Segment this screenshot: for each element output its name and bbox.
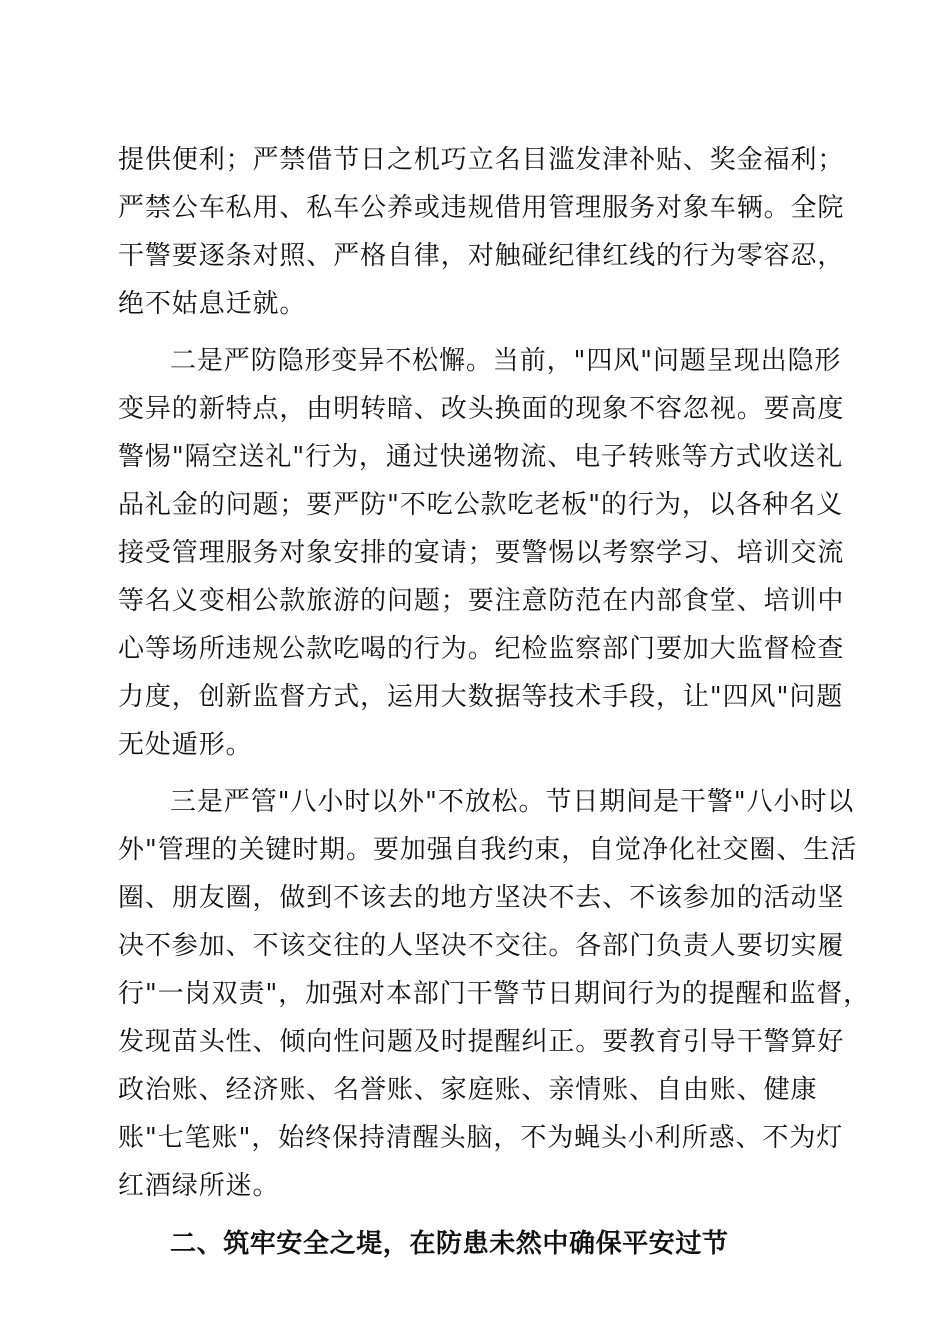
text-line: 品礼金的问题；要严防"不吃公款吃老板"的行为，以各种名义 — [118, 490, 844, 520]
text-line: 接受管理服务对象安排的宴请；要警惕以考察学习、培训交流 — [118, 538, 845, 568]
text-line: 无处遁形。 — [118, 730, 253, 760]
text-line: 发现苗头性、倾向性问题及时提醒纠正。要教育引导干警算好 — [118, 1027, 845, 1057]
text-line: 提供便利；严禁借节日之机巧立名目滥发津补贴、奖金福利； — [118, 145, 845, 175]
text-line: 红酒绿所迷。 — [118, 1171, 280, 1201]
text-line: 心等场所违规公款吃喝的行为。纪检监察部门要加大监督检查 — [118, 634, 845, 664]
text-line: 干警要逐条对照、严格自律，对触碰纪律红线的行为零容忍， — [118, 241, 845, 271]
text-line: 账"七笔账"，始终保持清醒头脑，不为蝇头小利所惑、不为灯 — [118, 1123, 844, 1153]
text-line: 行"一岗双责"，加强对本部门干警节日期间行为的提醒和监督， — [118, 979, 871, 1009]
text-line: 变异的新特点，由明转暗、改头换面的现象不容忽视。要高度 — [118, 394, 845, 424]
section-heading: 二、筑牢安全之堤，在防患未然中确保平安过节 — [170, 1229, 729, 1259]
text-line: 绝不姑息迁就。 — [118, 289, 307, 319]
text-line: 政治账、经济账、名誉账、家庭账、亲情账、自由账、健康 — [118, 1075, 818, 1105]
text-line: 等名义变相公款旅游的问题；要注意防范在内部食堂、培训中 — [118, 586, 845, 616]
paragraph-2-first-line: 二是严防隐形变异不松懈。当前，"四风"问题呈现出隐形 — [170, 346, 842, 376]
text-line: 圈、朋友圈，做到不该去的地方坚决不去、不该参加的活动坚 — [118, 883, 845, 913]
text-line: 决不参加、不该交往的人坚决不交往。各部门负责人要切实履 — [118, 931, 845, 961]
text-line: 力度，创新监督方式，运用大数据等技术手段，让"四风"问题 — [118, 682, 844, 712]
paragraph-3-first-line: 三是严管"八小时以外"不放松。节日期间是干警"八小时以 — [170, 787, 855, 817]
text-line: 警惕"隔空送礼"行为，通过快递物流、电子转账等方式收送礼 — [118, 442, 844, 472]
text-line: 严禁公车私用、私车公养或违规借用管理服务对象车辆。全院 — [118, 193, 845, 223]
text-line: 外"管理的关键时期。要加强自我约束，自觉净化社交圈、生活 — [118, 835, 858, 865]
